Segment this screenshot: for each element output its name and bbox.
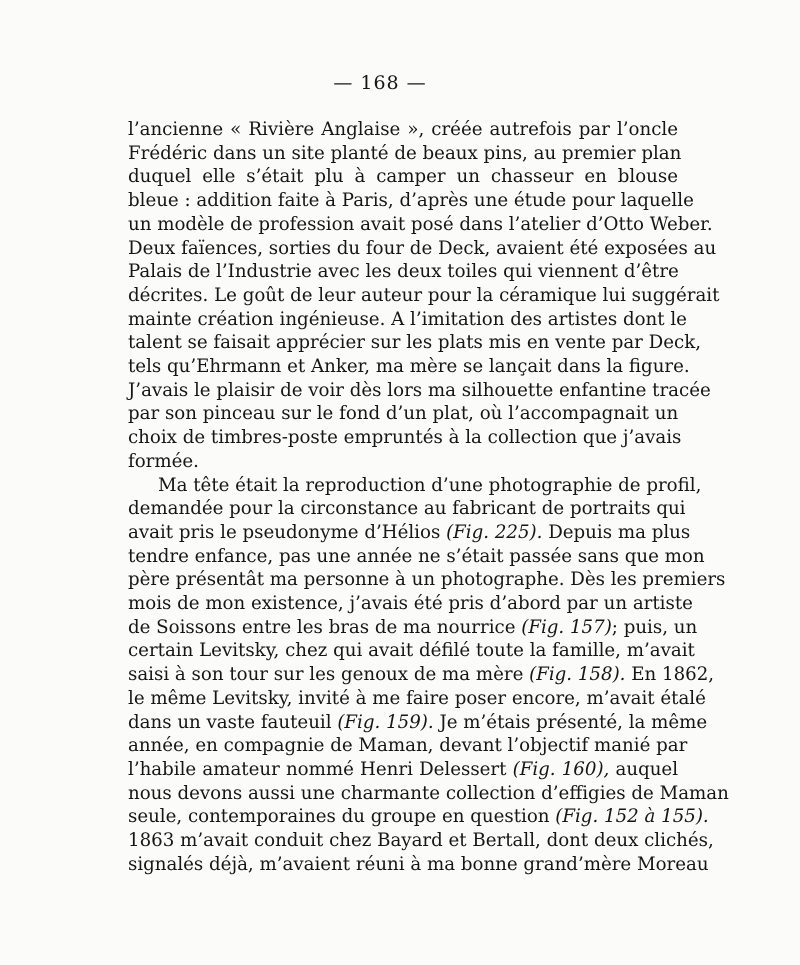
paragraph-1 [128, 118, 720, 474]
text-segment: avait pris le pseudonyme d’Hélios [128, 521, 447, 543]
text-line: tels qu’Ehrmann et Anker, ma mère se lançait dans la figure. [128, 356, 690, 378]
text-line: certain Levitsky, chez qui avait défilé toute la famille, m’avait [128, 640, 695, 662]
text-line: Ma tête était la reproduction d’une photographie de profil, [158, 474, 702, 496]
text-line: Palais de l’Industrie avec les deux toiles qui viennent d’être [128, 261, 679, 283]
text-line [128, 616, 698, 640]
text-segment: de Soissons entre les bras de ma nourrice [128, 616, 522, 638]
text-segment: Depuis ma plus [542, 521, 691, 543]
text-segment: ; puis, un [611, 616, 698, 638]
text-line: année, en compagnie de Maman, devant l’objectif manié par [128, 735, 688, 757]
text-line: bleue : addition faite à Paris, d’après une étude pour laquelle [128, 190, 694, 212]
text-line: choix de timbres-poste empruntés à la collection que j’avais [128, 427, 682, 449]
text-line [128, 805, 709, 829]
text-line: duquel elle s’était plu à camper un chasseur en blouse [128, 166, 678, 188]
text-line: mainte création ingénieuse. A l’imitation des artistes dont le [128, 308, 687, 330]
figure-reference: (Fig. 152 à 155). [555, 806, 709, 828]
figure-reference: (Fig. 157) [521, 616, 612, 638]
text-line: mois de mon existence, j’avais été pris d’abord par un artiste [128, 593, 693, 615]
figure-reference: (Fig. 225). [446, 521, 543, 543]
text-line: Deux faïences, sorties du four de Deck, avaient été exposées au [128, 237, 717, 259]
figure-reference: (Fig. 159). [337, 711, 434, 733]
text-line: le même Levitsky, invité à me faire poser encore, m’avait étalé [128, 687, 706, 709]
figure-reference: (Fig. 160), [512, 758, 610, 780]
text-line: tendre enfance, pas une année ne s’était passée sans que mon [128, 545, 705, 567]
text-line: nous devons aussi une charmante collection d’effigies de Maman [128, 782, 729, 804]
text-segment: En 1862, [625, 664, 715, 686]
text-line: décrites. Le goût de leur auteur pour la céramique lui suggérait [128, 284, 720, 306]
page-number: — 168 — [333, 72, 427, 94]
text-line: demandée pour la circonstance au fabricant de portraits qui [128, 498, 686, 520]
text-segment: saisi à son tour sur les genoux de ma mère [128, 664, 530, 686]
text-line [128, 758, 678, 782]
paragraph-2 [128, 474, 729, 877]
text-line: 1863 m’avait conduit chez Bayard et Bertall, dont deux clichés, [128, 830, 714, 852]
text-line: l’ancienne « Rivière Anglaise », créée autrefois par l’oncle [128, 119, 678, 140]
figure-reference: (Fig. 158). [529, 664, 626, 686]
text-segment: l’habile amateur nommé Henri Delessert [128, 758, 513, 780]
text-line [128, 663, 715, 687]
text-segment: auquel [609, 758, 679, 780]
body-text [128, 118, 729, 877]
text-segment: dans un vaste fauteuil [128, 711, 338, 733]
text-segment: Je m’étais présenté, la même [433, 711, 708, 733]
text-line: formée. [128, 450, 199, 472]
text-line: père présentât ma personne à un photographe. Dès les premiers [128, 569, 726, 591]
text-line: signalés déjà, m’avaient réuni à ma bonne grand’mère Moreau [128, 853, 709, 875]
text-line: J’avais le plaisir de voir dès lors ma silhouette enfantine tracée [128, 379, 711, 401]
text-line: talent se faisait apprécier sur les plats mis en vente par Deck, [128, 332, 701, 354]
text-segment: seule, contemporaines du groupe en question [128, 806, 556, 828]
text-line [128, 521, 691, 545]
text-line: un modèle de profession avait posé dans l’atelier d’Otto Weber. [128, 213, 713, 235]
text-line: Frédéric dans un site planté de beaux pins, au premier plan [128, 142, 682, 164]
text-line [128, 711, 708, 735]
text-line: par son pinceau sur le fond d’un plat, où l’accompagnait un [128, 403, 679, 425]
